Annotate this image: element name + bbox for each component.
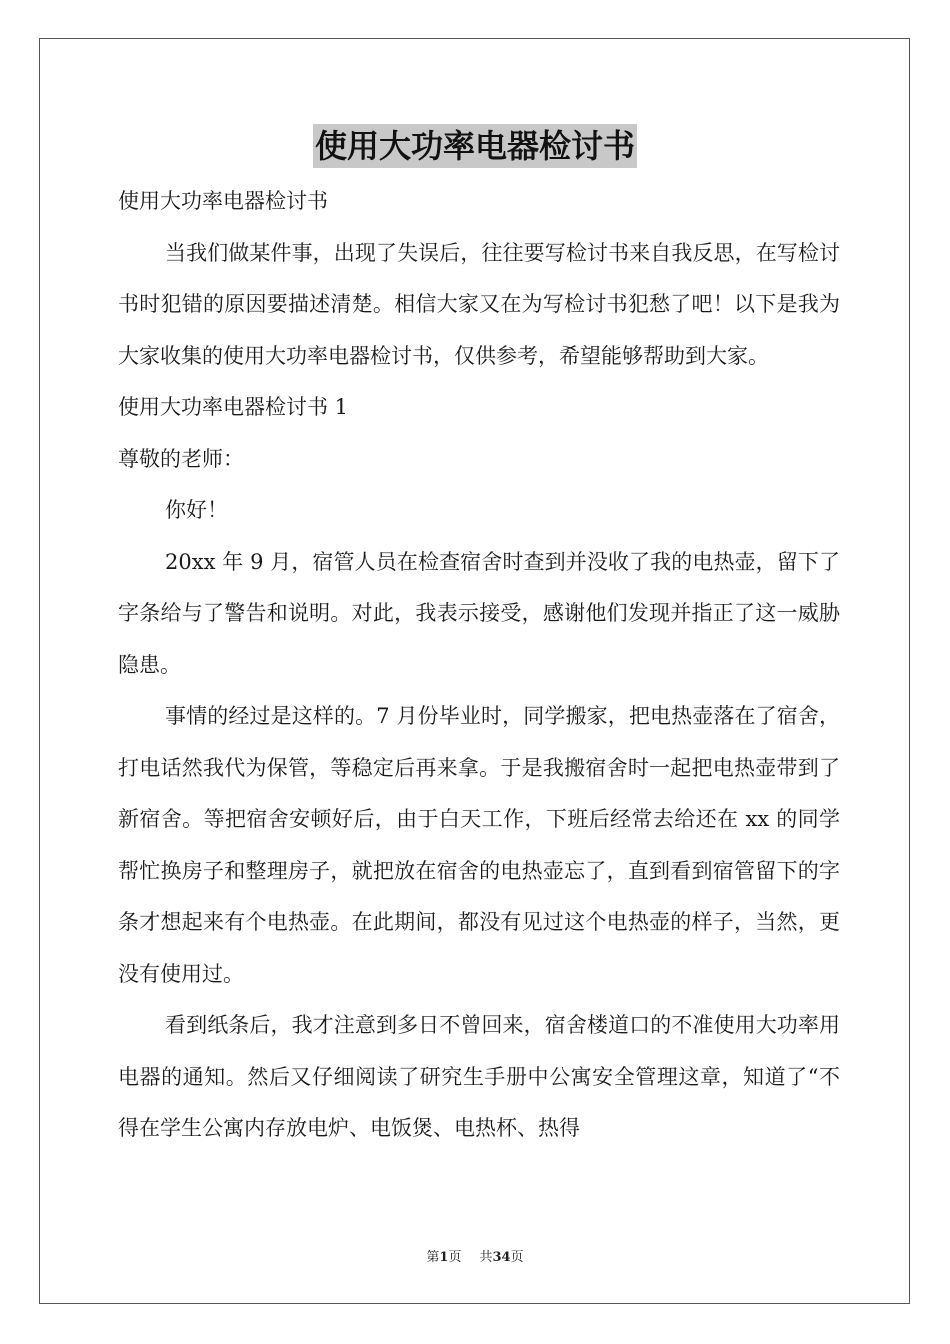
paragraph-body-2: 事情的经过是这样的。7 月份毕业时，同学搬家，把电热壶落在了宿舍，打电话然我代为保管，等稳定后再来拿。于是我搬宿舍时一起把电热壶带到了新宿舍。等把宿舍安顿好后，由于白天工作，下班后经常去给还在 xx 的同学帮忙换房子和整理房子，就把放在宿舍的电热壶忘了，直到看到宿管留下的字条才想起来有个电热壶。在此期间，都没有见过这个电热壶的样子，当然，更没有使用过。 <box>118 704 840 986</box>
document-title: 使用大功率电器检讨书 <box>313 124 637 168</box>
page-footer <box>0 1246 950 1265</box>
paragraph-section-heading: 使用大功率电器检讨书 1 <box>118 395 349 419</box>
footer-page-prefix: 第 <box>426 1250 440 1265</box>
paragraph-greeting: 你好！ <box>165 498 228 522</box>
footer-total-suffix: 页 <box>510 1250 524 1265</box>
footer-total-prefix: 共 <box>479 1250 493 1265</box>
document-body <box>118 176 840 1155</box>
footer-total-pages: 34 <box>492 1250 511 1265</box>
paragraph-salutation: 尊敬的老师： <box>118 446 244 471</box>
footer-page-suffix: 页 <box>448 1250 462 1265</box>
footer-page-number: 1 <box>439 1250 449 1265</box>
title-container <box>0 124 950 168</box>
paragraph-body-3: 看到纸条后，我才注意到多日不曾回来，宿舍楼道口的不准使用大功率用电器的通知。然后又仔细阅读了研究生手册中公寓安全管理这章，知道了“不得在学生公寓内存放电炉、电饭煲、电热杯、热得 <box>118 1013 840 1140</box>
paragraph-subtitle: 使用大功率电器检讨书 <box>118 189 328 213</box>
paragraph-intro: 当我们做某件事，出现了失误后，往往要写检讨书来自我反思，在写检讨书时犯错的原因要描述清楚。相信大家又在为写检讨书犯愁了吧！以下是我为大家收集的使用大功率电器检讨书，仅供参考，希望能够帮助到大家。 <box>118 240 840 368</box>
paragraph-body-1: 20xx 年 9 月，宿管人员在检查宿舍时查到并没收了我的电热壶，留下了字条给与了警告和说明。对此，我表示接受，感谢他们发现并指正了这一威胁隐患。 <box>118 549 840 677</box>
